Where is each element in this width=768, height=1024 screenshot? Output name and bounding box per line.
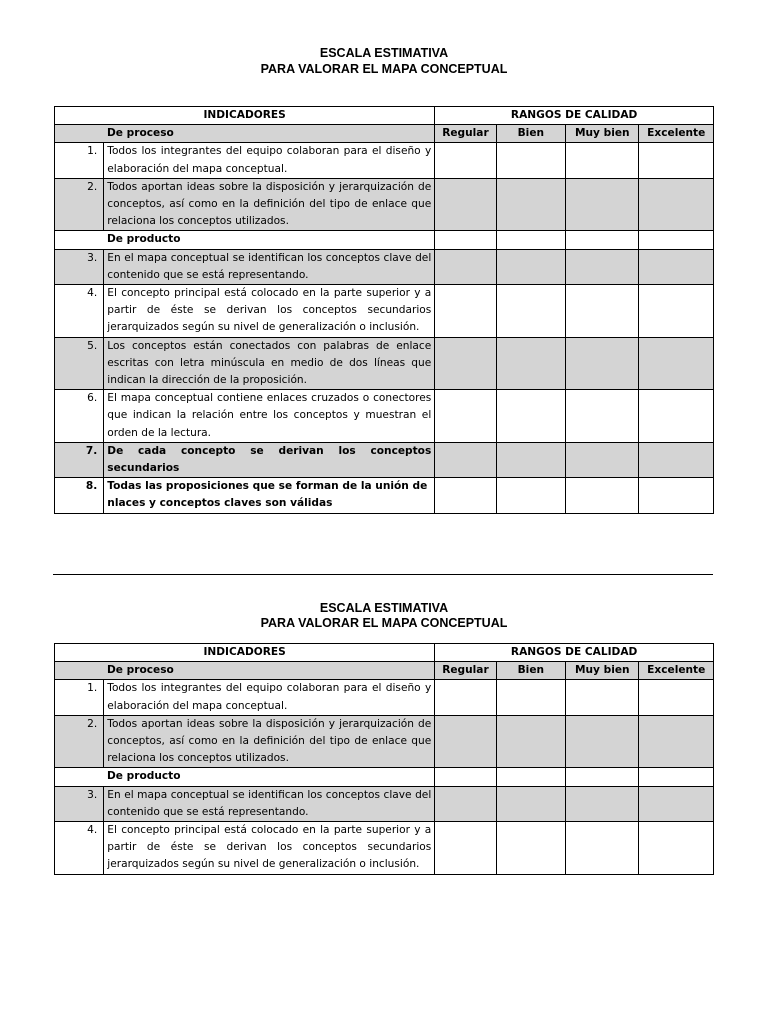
rating-cell[interactable] [566, 478, 639, 513]
col-regular: Regular [435, 662, 496, 680]
section-row-proceso [55, 125, 714, 143]
section-row-producto [55, 768, 714, 786]
rating-cell[interactable] [435, 337, 496, 390]
table-row [55, 285, 714, 338]
item-number: 7. [55, 442, 104, 477]
rating-cell[interactable] [639, 337, 714, 390]
rating-cell[interactable] [566, 178, 639, 231]
table-row [55, 249, 714, 284]
rating-cell[interactable] [639, 680, 714, 715]
title-line-1: ESCALA ESTIMATIVA [319, 601, 449, 615]
rating-cell[interactable] [496, 822, 565, 875]
title-line-1: ESCALA ESTIMATIVA [319, 46, 449, 60]
rating-cell[interactable] [639, 822, 714, 875]
section-row-proceso [55, 662, 714, 680]
item-text: El concepto principal está colocado en la parte superior y a partir de éste se derivan los conceptos secundarios jerarquizados según su nivel de generalización o inclusión. [104, 822, 435, 875]
item-number: 6. [55, 390, 104, 443]
table-row [55, 178, 714, 231]
col-bien: Bien [496, 662, 565, 680]
rating-cell[interactable] [566, 680, 639, 715]
item-text: Los conceptos están conectados con palabras de enlace escritas con letra minúscula en medio de dos líneas que indican la dirección de la proposición. [104, 337, 435, 390]
rating-cell[interactable] [566, 786, 639, 821]
item-number: 4. [55, 285, 104, 338]
item-number: 1. [55, 680, 104, 715]
indicadores-header: INDICADORES [55, 107, 435, 125]
rating-cell[interactable] [566, 822, 639, 875]
rating-cell[interactable] [566, 249, 639, 284]
rating-cell[interactable] [639, 715, 714, 768]
item-number: 4. [55, 822, 104, 875]
item-text: Todos los integrantes del equipo colaboran para el diseño y elaboración del mapa conceptual. [104, 143, 435, 178]
rating-cell [639, 768, 714, 786]
section-label-producto: De producto [55, 231, 435, 249]
col-excelente: Excelente [639, 662, 714, 680]
rating-cell[interactable] [435, 786, 496, 821]
item-number: 3. [55, 249, 104, 284]
rating-cell [435, 768, 496, 786]
rangos-header: RANGOS DE CALIDAD [435, 644, 714, 662]
table-row [55, 337, 714, 390]
rating-cell[interactable] [566, 143, 639, 178]
rating-cell[interactable] [435, 178, 496, 231]
table-row [55, 390, 714, 443]
table-header-row [55, 644, 714, 662]
rating-cell[interactable] [496, 680, 565, 715]
rating-cell[interactable] [566, 390, 639, 443]
rating-table-2 [54, 643, 714, 875]
table-header-row [55, 107, 714, 125]
item-number: 2. [55, 715, 104, 768]
rating-cell [566, 231, 639, 249]
rating-cell[interactable] [496, 715, 565, 768]
rating-cell[interactable] [435, 478, 496, 513]
section-label-proceso: De proceso [55, 125, 435, 143]
table-row [55, 786, 714, 821]
rating-cell [496, 231, 565, 249]
title-line-2: PARA VALORAR EL MAPA CONCEPTUAL [260, 62, 508, 76]
rating-cell[interactable] [496, 390, 565, 443]
rating-cell[interactable] [496, 249, 565, 284]
section-label-proceso: De proceso [55, 662, 435, 680]
rating-cell[interactable] [566, 285, 639, 338]
item-number: 2. [55, 178, 104, 231]
col-regular: Regular [435, 125, 496, 143]
separator-line [53, 574, 713, 575]
rating-cell[interactable] [566, 442, 639, 477]
table-row [55, 680, 714, 715]
item-text: De cada concepto se derivan los conceptos secundarios [104, 442, 435, 477]
rating-cell[interactable] [496, 337, 565, 390]
rating-cell[interactable] [435, 822, 496, 875]
section-label-producto: De producto [55, 768, 435, 786]
rating-cell[interactable] [639, 478, 714, 513]
rating-cell[interactable] [639, 442, 714, 477]
rating-cell[interactable] [496, 786, 565, 821]
item-text: Todos los integrantes del equipo colaboran para el diseño y elaboración del mapa conceptual. [104, 680, 435, 715]
rating-cell [566, 768, 639, 786]
rating-cell[interactable] [566, 337, 639, 390]
item-number: 3. [55, 786, 104, 821]
rangos-header: RANGOS DE CALIDAD [435, 107, 714, 125]
rating-cell[interactable] [566, 715, 639, 768]
indicadores-header: INDICADORES [55, 644, 435, 662]
rating-cell[interactable] [496, 285, 565, 338]
table-row [55, 715, 714, 768]
item-text: El concepto principal está colocado en la parte superior y a partir de éste se derivan los conceptos secundarios jerarquizados según su nivel de generalización o inclusión. [104, 285, 435, 338]
rating-table-1 [54, 106, 714, 514]
table-row [55, 478, 714, 513]
rating-cell[interactable] [435, 680, 496, 715]
title-line-2: PARA VALORAR EL MAPA CONCEPTUAL [260, 616, 508, 630]
rating-cell[interactable] [496, 442, 565, 477]
rating-cell [435, 231, 496, 249]
col-excelente: Excelente [639, 125, 714, 143]
rating-cell[interactable] [639, 143, 714, 178]
rating-cell[interactable] [435, 715, 496, 768]
item-text: En el mapa conceptual se identifican los conceptos clave del contenido que se está representando. [104, 786, 435, 821]
item-text: En el mapa conceptual se identifican los conceptos clave del contenido que se está representando. [104, 249, 435, 284]
item-number: 5. [55, 337, 104, 390]
table-row [55, 822, 714, 875]
rating-cell[interactable] [639, 249, 714, 284]
item-text: Todos aportan ideas sobre la disposición y jerarquización de conceptos, así como en la definición del tipo de enlace que relaciona los conceptos utilizados. [104, 178, 435, 231]
rating-cell[interactable] [435, 143, 496, 178]
col-bien: Bien [496, 125, 565, 143]
item-text: Todos aportan ideas sobre la disposición y jerarquización de conceptos, así como en la definición del tipo de enlace que relaciona los conceptos utilizados. [104, 715, 435, 768]
item-number: 8. [55, 478, 104, 513]
col-muy-bien: Muy bien [566, 125, 639, 143]
rating-cell [639, 231, 714, 249]
rating-cell[interactable] [435, 285, 496, 338]
rating-cell[interactable] [435, 442, 496, 477]
table-row [55, 143, 714, 178]
rating-cell [496, 768, 565, 786]
item-text: Todas las proposiciones que se forman de la unión de nlaces y conceptos claves son válidas [104, 478, 435, 513]
rating-cell[interactable] [639, 786, 714, 821]
rating-cell[interactable] [496, 178, 565, 231]
rating-cell[interactable] [639, 390, 714, 443]
rating-cell[interactable] [496, 478, 565, 513]
item-text: El mapa conceptual contiene enlaces cruzados o conectores que indican la relación entre los conceptos y muestran el orden de la lectura. [104, 390, 435, 443]
rating-cell[interactable] [496, 143, 565, 178]
item-number: 1. [55, 143, 104, 178]
rating-cell[interactable] [435, 249, 496, 284]
table-row [55, 442, 714, 477]
rating-cell[interactable] [639, 178, 714, 231]
rating-cell[interactable] [639, 285, 714, 338]
col-muy-bien: Muy bien [566, 662, 639, 680]
rating-cell[interactable] [435, 390, 496, 443]
section-row-producto [55, 231, 714, 249]
